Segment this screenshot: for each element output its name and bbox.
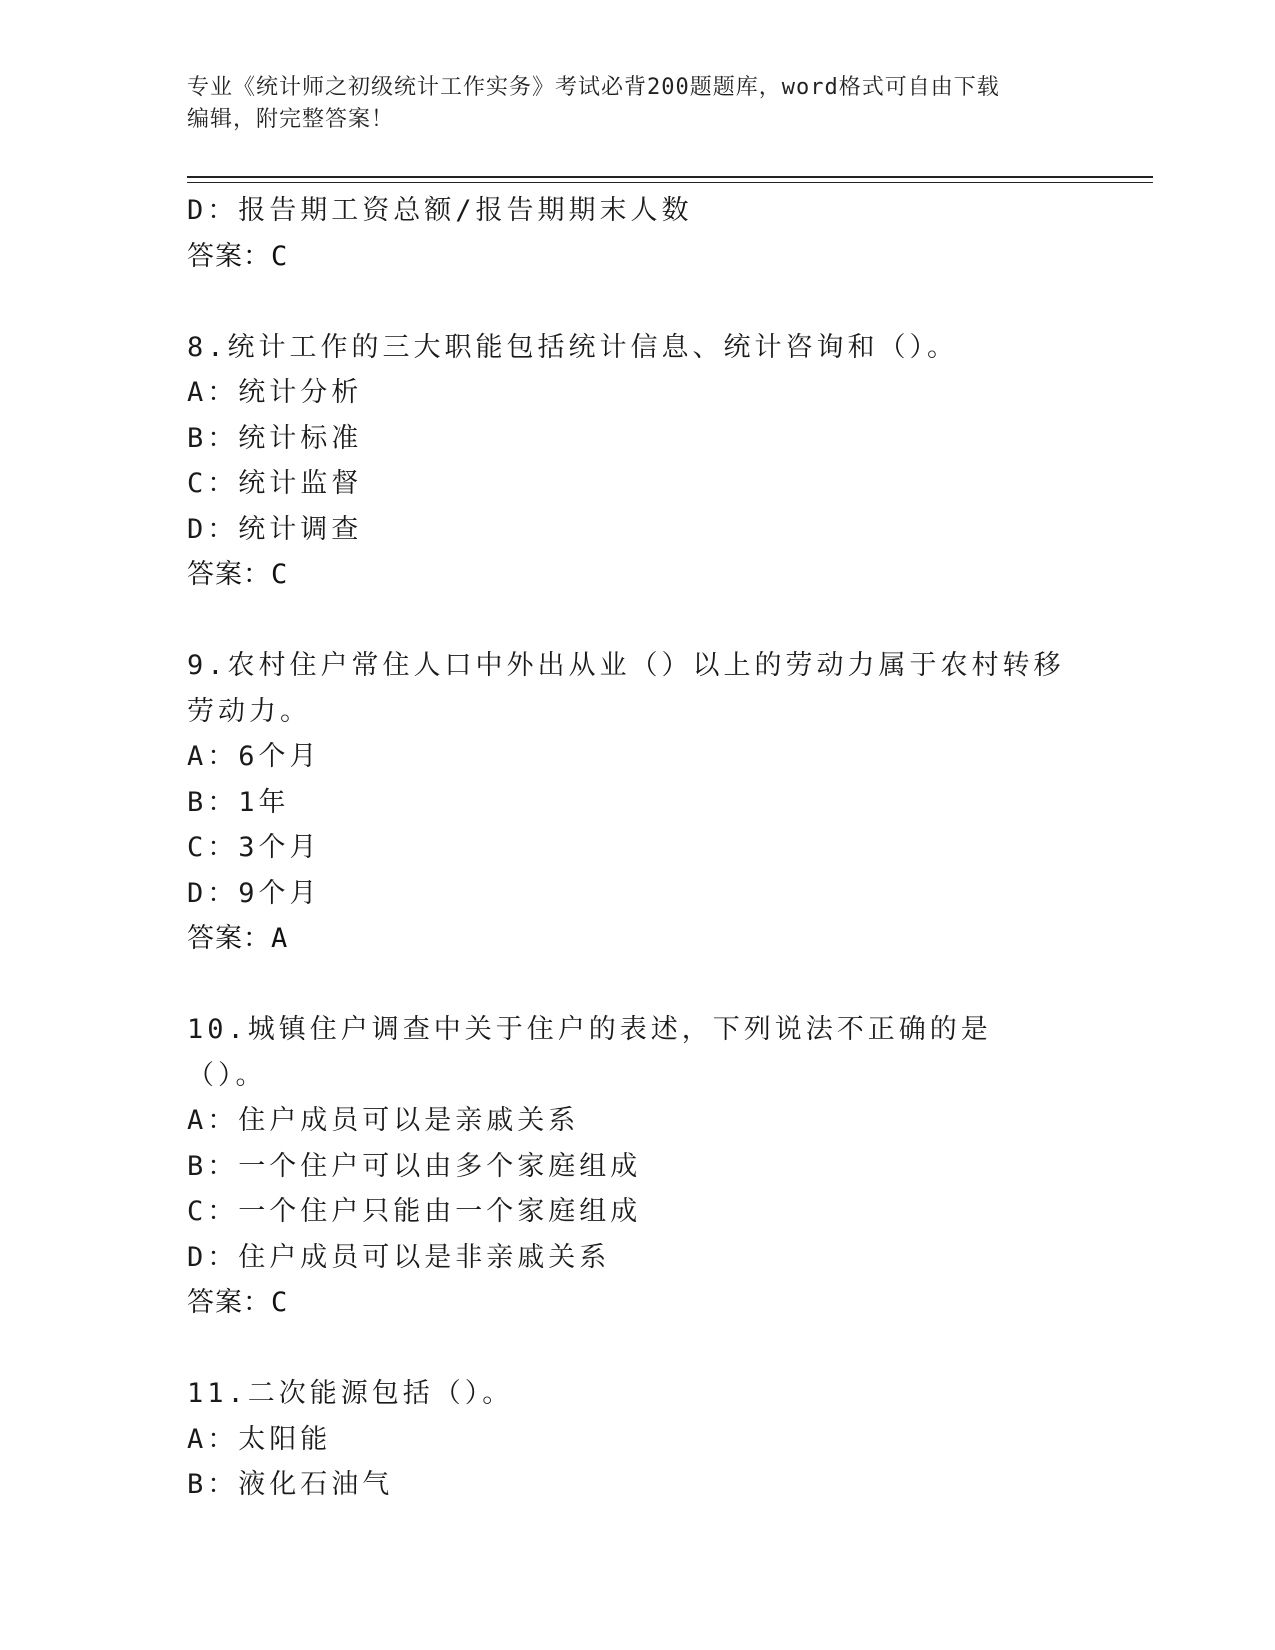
header-line-2: 编辑，附完整答案！	[187, 107, 395, 132]
option-a: A：住户成员可以是亲戚关系	[187, 1105, 580, 1136]
option-d: D：9个月	[187, 877, 321, 909]
spacer	[187, 1326, 1087, 1372]
header-divider-thin	[187, 182, 1153, 183]
question-7-tail	[187, 188, 1087, 279]
option-a: A：6个月	[187, 741, 321, 772]
option-b: B：一个住户可以由多个家庭组成	[187, 1150, 642, 1182]
option-c: C：一个住户只能由一个家庭组成	[187, 1196, 642, 1227]
spacer	[187, 279, 1087, 325]
question-stem: 11.二次能源包括（）。	[187, 1378, 514, 1409]
option-a: A：太阳能	[187, 1423, 332, 1455]
question-11	[187, 1371, 1087, 1508]
question-8	[187, 325, 1087, 598]
answer-line: 答案：C	[187, 1287, 289, 1318]
question-9	[187, 643, 1087, 962]
option-d: D：报告期工资总额/报告期期末人数	[187, 195, 693, 226]
option-d: D：统计调查	[187, 513, 363, 545]
answer-line: 答案：A	[187, 923, 289, 954]
question-stem: 9.农村住户常住人口中外出从业（）以上的劳动力属于农村转移劳动力。	[187, 650, 1065, 727]
answer-line: 答案：C	[187, 559, 289, 590]
header-line-1: 专业《统计师之初级统计工作实务》考试必背200题题库，word格式可自由下载	[187, 75, 1000, 100]
option-a: A：统计分析	[187, 377, 363, 408]
question-stem: 10.城镇住户调查中关于住户的表述，下列说法不正确的是（）。	[187, 1014, 992, 1091]
question-10	[187, 1007, 1087, 1326]
option-c: C：统计监督	[187, 468, 363, 499]
option-b: B：统计标准	[187, 422, 363, 454]
answer-line: 答案：C	[187, 240, 289, 272]
option-c: C：3个月	[187, 832, 321, 863]
option-d: D：住户成员可以是非亲戚关系	[187, 1241, 611, 1273]
header-divider-thick	[187, 176, 1153, 178]
document-header	[187, 72, 1067, 136]
question-stem: 8.统计工作的三大职能包括统计信息、统计咨询和（）。	[187, 331, 959, 363]
spacer	[187, 598, 1087, 644]
option-b: B：1年	[187, 786, 290, 818]
spacer	[187, 962, 1087, 1008]
option-b: B：液化石油气	[187, 1469, 394, 1500]
question-content	[187, 188, 1087, 1508]
